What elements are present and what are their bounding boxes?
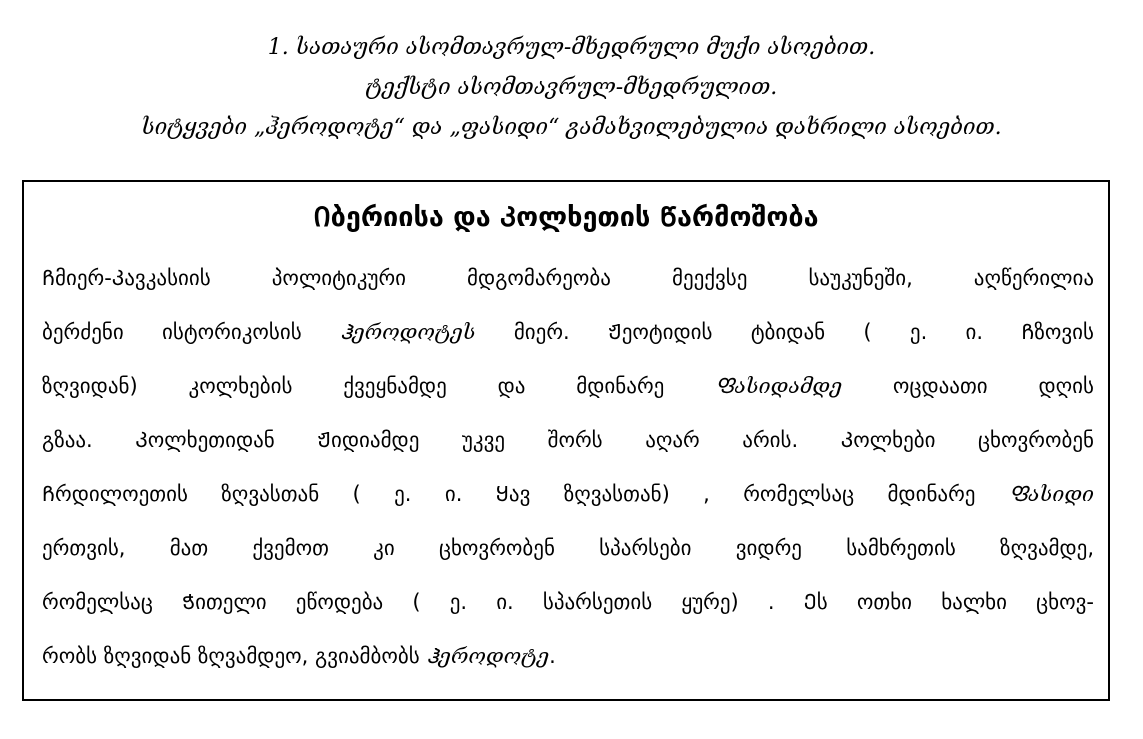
box-title: Იბერიისა და Კოლხეთის Წარმოშობა bbox=[313, 202, 819, 233]
text-line bbox=[42, 366, 1094, 406]
text-box bbox=[22, 180, 1110, 701]
text-fragment: ბერძენი ისტორიკოსის bbox=[42, 320, 341, 344]
text-line bbox=[42, 312, 1094, 352]
text-fragment: Ჩმიერ-Კავკასიის პოლიტიკური მდგომარეობა მეექვსე საუკუნეში, აღწერილია bbox=[42, 266, 1094, 290]
instruction-line-3: სიტყვები „ჰეროდოტე“ და „ფასიდი“ გამახვილებულია დახრილი ასოებით. bbox=[141, 115, 1002, 140]
instruction-line-2: ტექსტი ასომთავრულ-მხედრულით. bbox=[365, 75, 778, 100]
text-line bbox=[42, 258, 1094, 298]
text-fragment: ზღვიდან) კოლხების ქვეყნამდე და მდინარე bbox=[42, 374, 716, 398]
phasis-name: Ფასიდი bbox=[1008, 482, 1094, 506]
text-fragment: გზაა. Კოლხეთიდან Ჟიდიამდე უკვე შორს აღარ არის. Კოლხები ცხოვრობენ bbox=[42, 428, 1094, 452]
text-fragment: მიერ. Ჟეოტიდის ტბიდან ( ე. ი. Ჩზოვის bbox=[475, 320, 1094, 344]
text-fragment: ერთვის, მათ ქვემოთ კი ცხოვრობენ სპარსები ვიდრე სამხრეთის ზღვამდე, bbox=[42, 536, 1094, 560]
text-fragment: ოცდაათი დღის bbox=[842, 374, 1094, 398]
text-line bbox=[42, 420, 1094, 460]
text-fragment: . bbox=[549, 644, 556, 668]
phasis-name: Ფასიდამდე bbox=[715, 374, 843, 398]
text-line bbox=[42, 582, 1094, 622]
instruction-line-1: 1. სათაური ასომთავრულ-მხედრული მუქი ასოებით. bbox=[267, 35, 876, 60]
text-fragment: რობს ზღვიდან ზღვამდეო, გვიამბობს bbox=[42, 644, 427, 668]
text-line bbox=[42, 474, 1094, 514]
text-line bbox=[42, 528, 1094, 568]
herodotus-name: Ჰეროდოტეს bbox=[340, 320, 476, 344]
text-fragment: რომელსაც Ჭითელი ეწოდება ( ე. ი. სპარსეთის ყურე) . Ეს ოთხი ხალხი ცხოვ- bbox=[42, 590, 1094, 614]
text-line bbox=[42, 636, 1094, 676]
instructions bbox=[0, 28, 1143, 148]
herodotus-name: Ჰეროდოტე bbox=[426, 644, 550, 668]
text-fragment: Ჩრდილოეთის ზღვასთან ( ე. ი. Ყავ ზღვასთან) , რომელსაც მდინარე bbox=[42, 482, 1009, 506]
